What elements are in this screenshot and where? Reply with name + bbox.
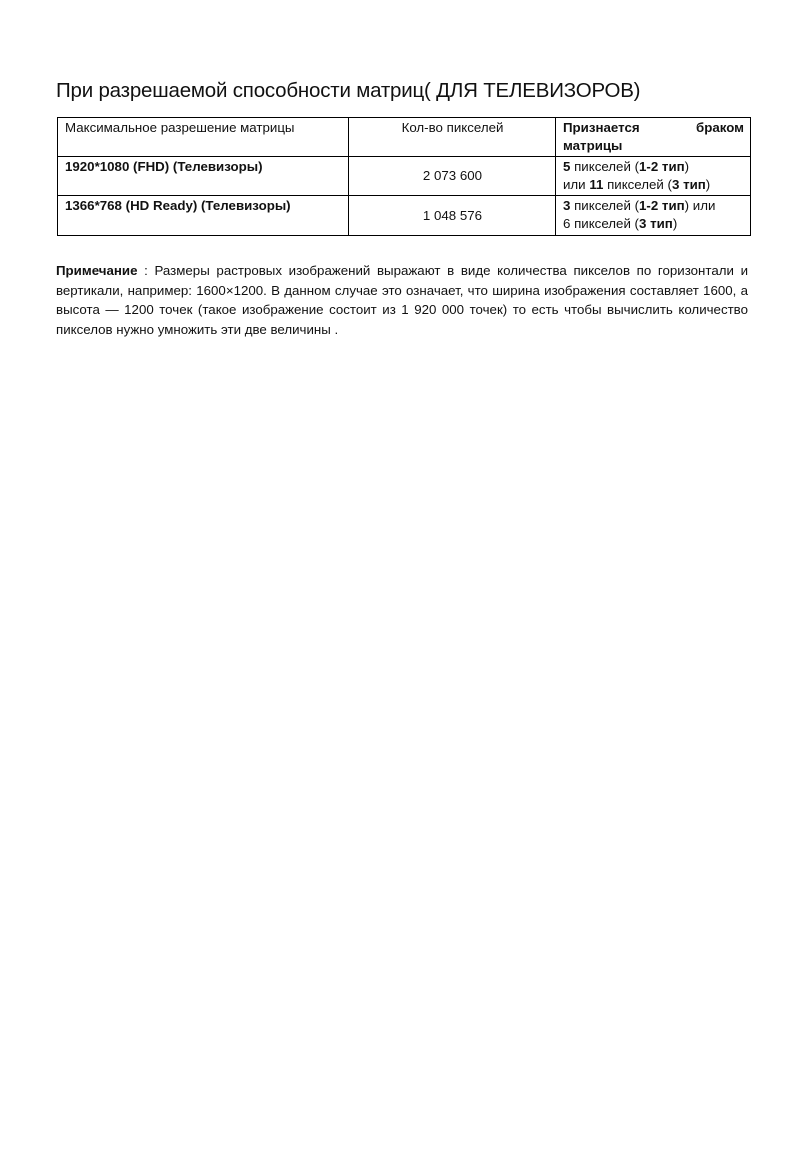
cell-resolution: 1920*1080 (FHD) (Телевизоры) <box>58 157 349 196</box>
header-defect-word1: Признается <box>563 120 640 135</box>
note-label: Примечание <box>56 263 138 278</box>
header-defect-line2: матрицы <box>563 138 623 153</box>
table-row <box>58 157 751 196</box>
table-header-row <box>58 118 751 157</box>
page-title: При разрешаемой способности матриц( ДЛЯ ТЕЛЕВИЗОРОВ) <box>56 79 641 102</box>
cell-pixel-count: 1 048 576 <box>349 196 556 236</box>
header-pixel-count: Кол-во пикселей <box>349 118 556 157</box>
defect-line-1: 5 пикселей (1-2 тип) <box>563 159 690 174</box>
cell-resolution: 1366*768 (HD Ready) (Телевизоры) <box>58 196 349 236</box>
cell-defect <box>556 196 751 236</box>
defect-line-2: 6 пикселей (3 тип) <box>563 216 678 231</box>
note-paragraph <box>56 261 748 339</box>
defect-line-2: или 11 пикселей (3 тип) <box>563 177 711 192</box>
header-resolution: Максимальное разрешение матрицы <box>58 118 349 157</box>
note-text: : Размеры растровых изображений выражают в виде количества пикселов по горизонтали и вертикали, например: 1600×1200. В данном случае это означает, что ширина изображения составляет 1600, а высота — 1200 точек (такое изображение состоит из 1 920 000 точек) то есть чтобы вычислить количество пикселов нужно умножить эти две величины . <box>56 263 748 337</box>
header-defect-word2: браком <box>696 120 744 135</box>
resolution-table <box>57 117 751 236</box>
header-defect <box>556 118 751 157</box>
table-row <box>58 196 751 236</box>
cell-defect <box>556 157 751 196</box>
cell-pixel-count: 2 073 600 <box>349 157 556 196</box>
defect-line-1: 3 пикселей (1-2 тип) или <box>563 198 716 213</box>
